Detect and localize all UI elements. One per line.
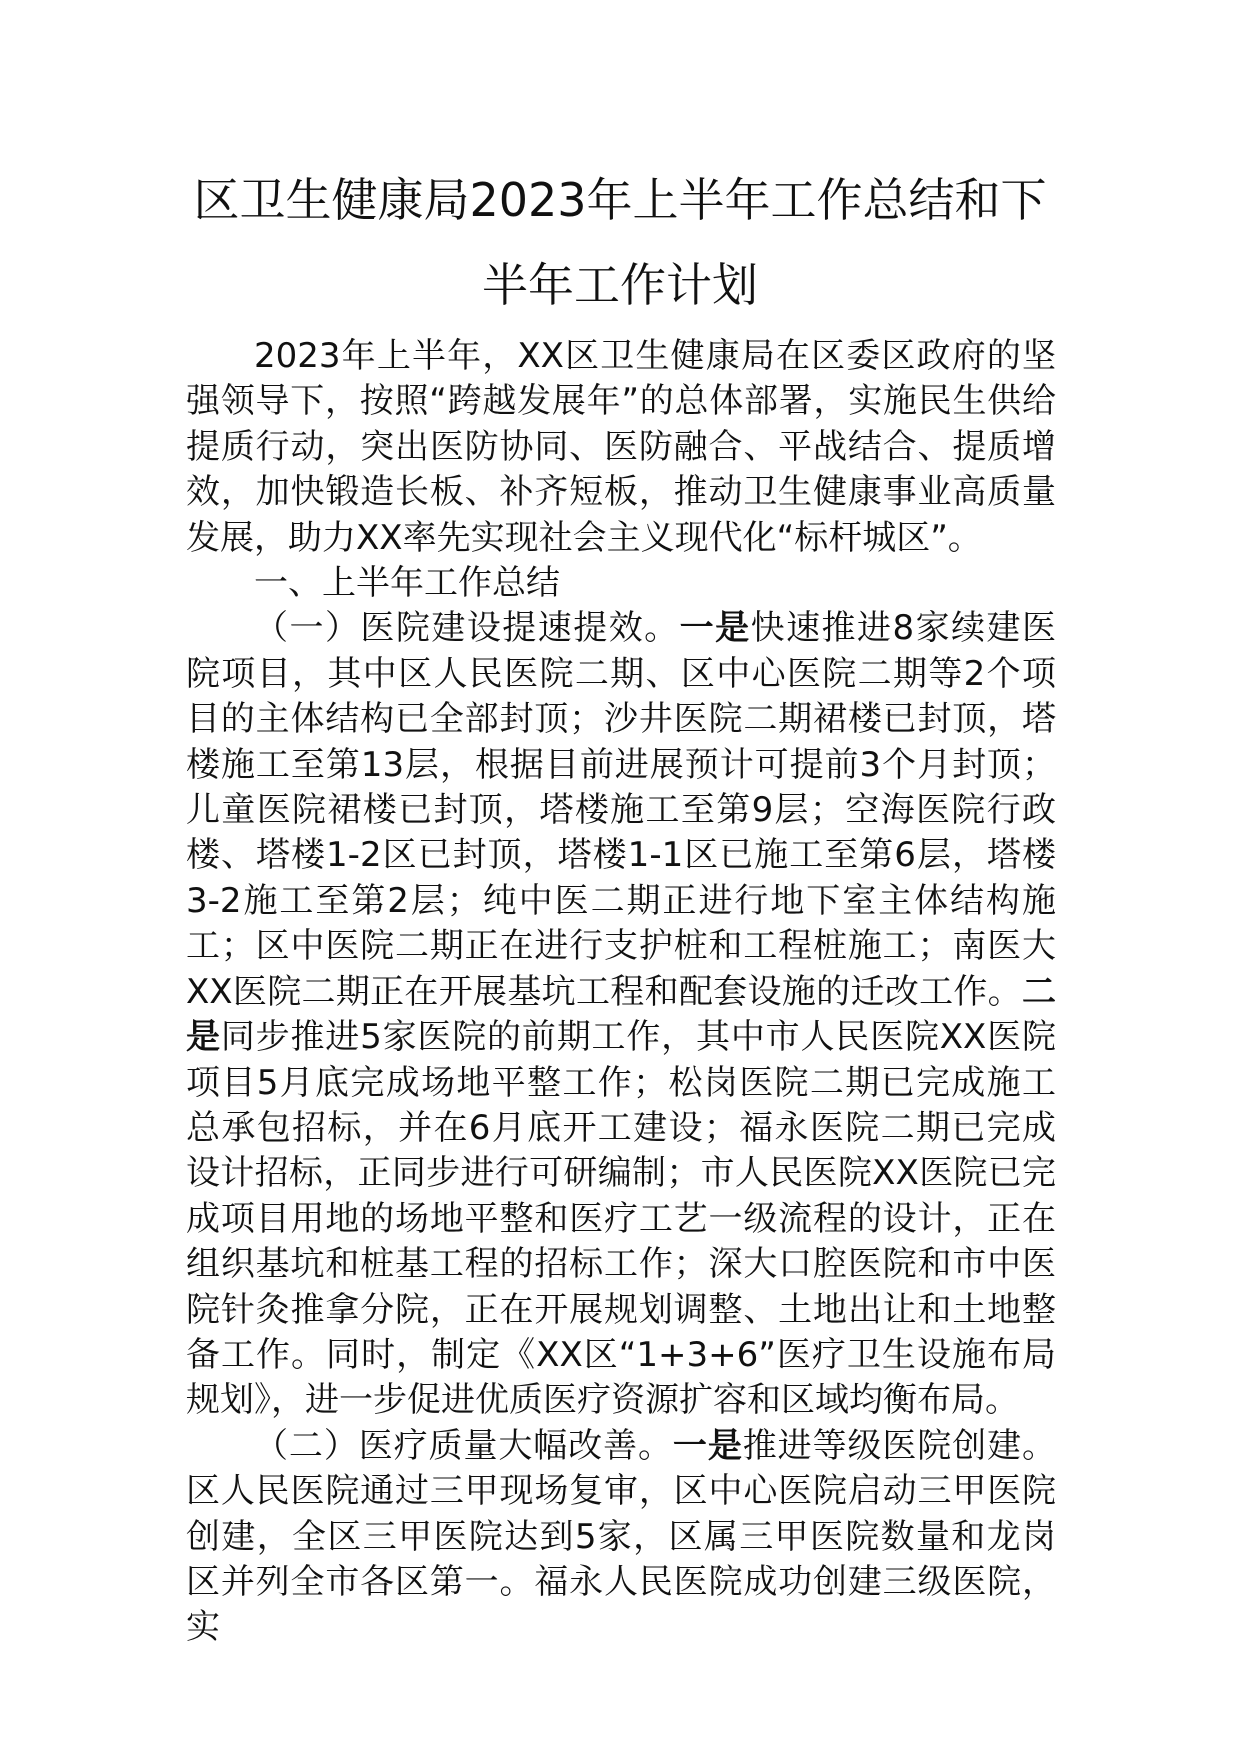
bold-marker: 二是 [186,971,1056,1058]
document-title-line-2: 半年工作计划 [482,258,758,312]
paragraph-text: 快速推进8家续建医院项目，其中区人民医院二期、区中心医院二期等2个项目的主体结构已全部封顶；沙井医院二期裙楼已封顶，塔楼施工至第13层，根据目前进展预计可提前3个月封顶；儿童医院裙楼已封顶，塔楼施工至第9层；空海医院行政楼、塔楼1-2区已封顶，塔楼1-1区已施工至第6层，塔楼3-2施工至第2层；纯中医二期正进行地下室主体结构施工；区中医院二期正在进行支护桩和工程桩施工；南医大XX医院二期正在开展基坑工程和配套设施的迁改工作。 [186,608,1057,1012]
bold-marker: 一是 [679,608,751,649]
paragraph-lead: （二）医疗质量大幅改善。 [254,1425,673,1466]
intro-paragraph: 2023年上半年，XX区卫生健康局在区委区政府的坚强领导下，按照“跨越发展年”的总体部署，实施民生供给提质行动，突出医防协同、医防融合、平战结合、提质增效，加快锻造长板、补齐短板，推动卫生健康事业高质量发展，助力XX率先实现社会主义现代化“标杆城区”。 [186,336,1056,558]
bold-marker: 一是 [672,1425,743,1466]
paragraph-text: 推进等级医院创建。区人民医院通过三甲现场复审，区中心医院启动三甲医院创建，全区三甲医院达到5家，区属三甲医院数量和龙岗区并列全市各区第一。福永人民医院成功创建三级医院，实 [186,1425,1057,1648]
section-heading: 一、上半年工作总结 [254,563,560,604]
paragraph-hospital-construction [186,606,1056,1423]
paragraph-lead: （一）医院建设提速提效。 [254,608,680,649]
paragraph-text: 同步推进5家医院的前期工作，其中市人民医院XX医院项目5月底完成场地平整工作；松岗医院二期已完成施工总承包招标，并在6月底开工建设；福永医院二期已完成设计招标，正同步进行可研编制；市人民医院XX医院已完成项目用地的场地平整和医疗工艺一级流程的设计，正在组织基坑和桩基工程的招标工作；深大口腔医院和市中医院针灸推拿分院，正在开展规划调整、土地出让和土地整备工作。同时，制定《XX区“1+3+6”医疗卫生设施布局规划》，进一步促进优质医疗资源扩容和区域均衡布局。 [186,1017,1056,1421]
paragraph-medical-quality [186,1424,1056,1651]
document-body [186,334,1056,1651]
document-title-line-1: 区卫生健康局2023年上半年工作总结和下 [193,173,1047,227]
